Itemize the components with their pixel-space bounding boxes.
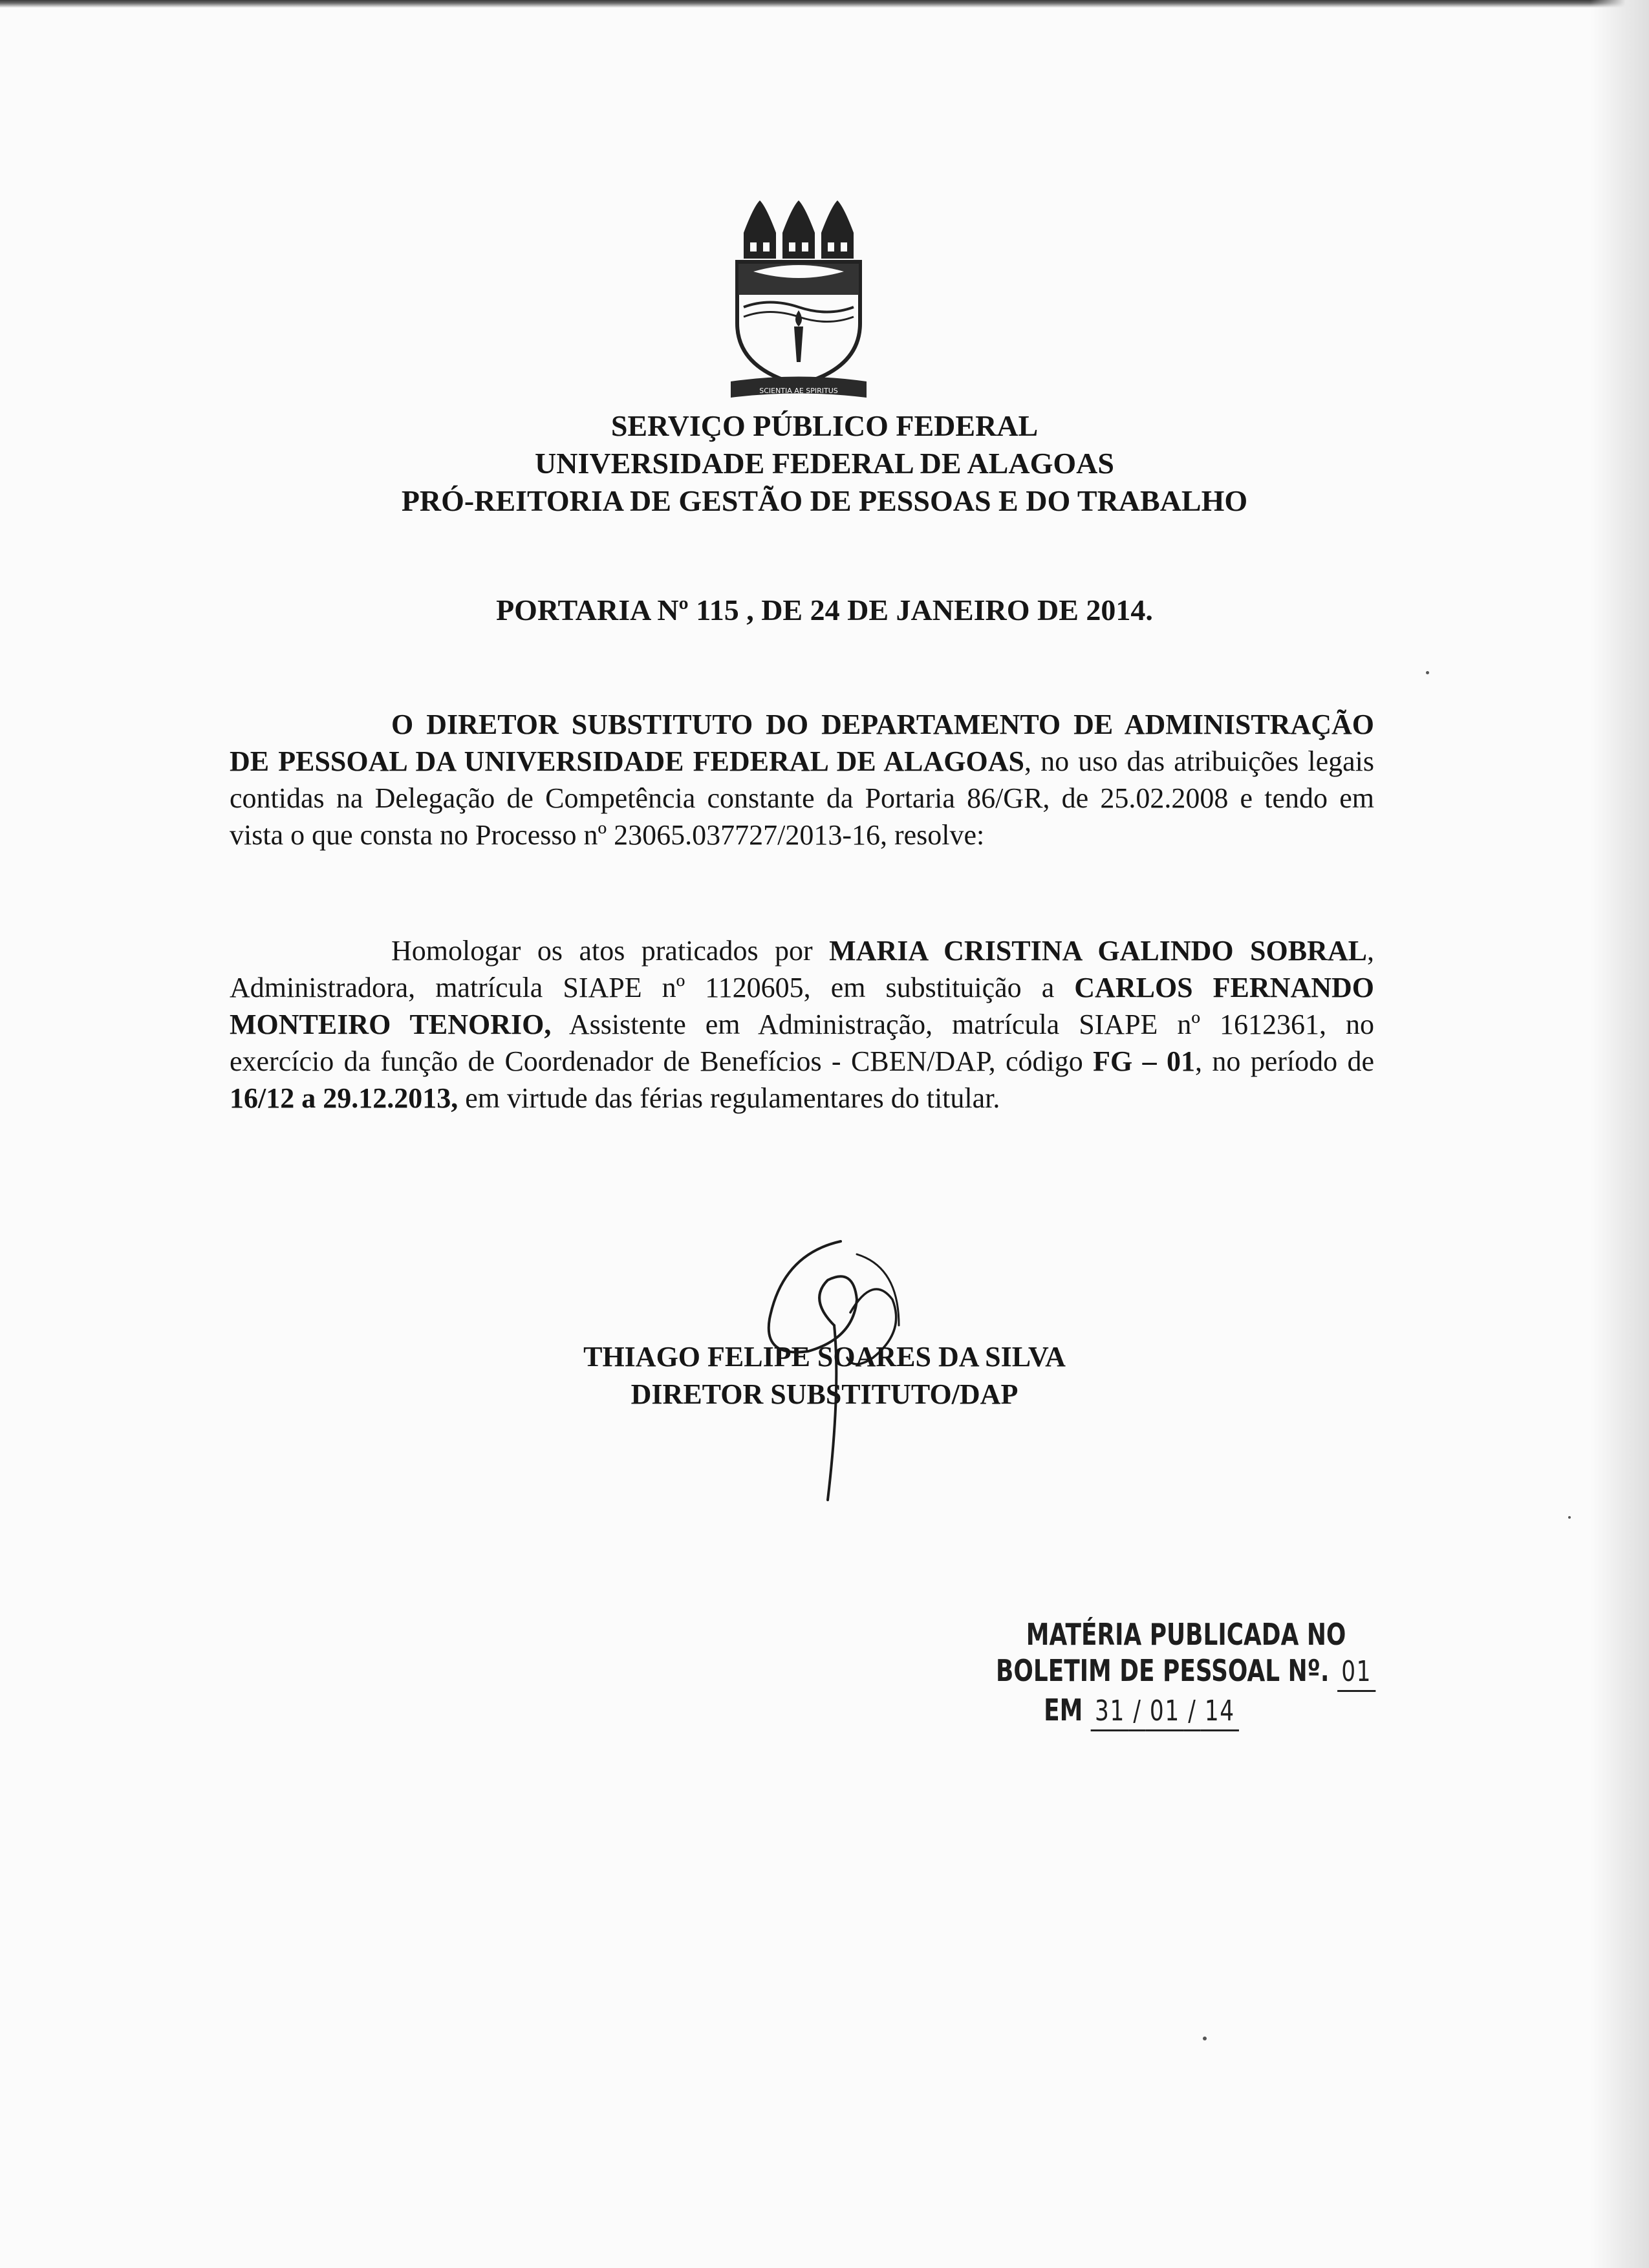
scan-speck — [1568, 1516, 1571, 1519]
preamble-authority: O DIRETOR SUBSTITUTO DO DEPARTAMENTO DE ADMINISTRAÇÃO DE PESSOAL DA UNIVERSIDADE FEDERAL DE ALAGOAS — [230, 709, 1374, 777]
stamp-date-month: 01 — [1146, 1693, 1184, 1731]
signer-name: THIAGO FELIPE SOARES DA SILVA — [583, 1341, 1066, 1373]
signer-block — [0, 1338, 1649, 1413]
stamp-date-sep-1: / — [1129, 1693, 1146, 1731]
signer-role: DIRETOR SUBSTITUTO/DAP — [630, 1378, 1018, 1410]
stamp-date-sep-2: / — [1184, 1693, 1201, 1731]
stamp-line-1: MATÉRIA PUBLICADA NO — [1026, 1617, 1346, 1652]
function-code: FG – 01 — [1093, 1045, 1195, 1077]
header-line-2: UNIVERSIDADE FEDERAL DE ALAGOAS — [535, 447, 1114, 480]
substitute-name: MARIA CRISTINA GALINDO SOBRAL — [829, 935, 1367, 967]
ufal-crest-icon — [724, 187, 873, 407]
portaria-title: PORTARIA Nº 115 , DE 24 DE JANEIRO DE 2014. — [496, 594, 1153, 626]
stamp-bulletin-label: BOLETIM DE PESSOAL Nº. — [996, 1653, 1330, 1688]
crest-motto: SCIENTIA AE SPIRITUS — [759, 387, 838, 395]
scan-top-edge — [0, 0, 1649, 8]
stamp-date-year: 14 — [1201, 1693, 1239, 1731]
institution-header — [0, 407, 1649, 520]
stamp-date-day: 31 — [1091, 1693, 1129, 1731]
resolution-paragraph — [230, 932, 1374, 1117]
publication-stamp — [996, 1616, 1372, 1731]
preamble-text: , no uso das atribuições legais contidas na Delegação de Competência constante da Portaria 86/GR, de 25.02.2008 e tendo em vista o que consta no Processo nº 23065.037727/2013-16, resolve: — [230, 745, 1375, 851]
resolution-text-a: Homologar os atos praticados por — [391, 935, 830, 967]
stamp-bulletin-number: 01 — [1337, 1654, 1375, 1692]
scan-speck — [1203, 2037, 1207, 2040]
stamp-line-3 — [996, 1692, 1299, 1731]
header-line-3: PRÓ-REITORIA DE GESTÃO DE PESSOAS E DO TRABALHO — [401, 484, 1248, 517]
stamp-line-2 — [996, 1653, 1372, 1692]
resolution-text-c: Assistente em Administração, matrícula SIAPE nº 1612361, no exercício da função de Coordenador de Benefícios - CBEN/DAP, código — [230, 1009, 1375, 1077]
resolution-text-d: , no período de — [1194, 1045, 1374, 1077]
scan-right-edge — [1591, 0, 1649, 2268]
scan-speck — [1426, 671, 1429, 674]
resolution-text-e: em virtude das férias regulamentares do titular. — [458, 1082, 1000, 1114]
stamp-date-label: EM — [1044, 1693, 1083, 1728]
holder-name: CARLOS FERNANDO MONTEIRO TENORIO, — [230, 972, 1374, 1040]
substitution-period: 16/12 a 29.12.2013, — [230, 1082, 458, 1114]
preamble-paragraph — [230, 706, 1374, 853]
header-line-1: SERVIÇO PÚBLICO FEDERAL — [610, 409, 1039, 442]
resolution-text-b: , Administradora, matrícula SIAPE nº 1120605, em substituição a — [230, 935, 1374, 1003]
